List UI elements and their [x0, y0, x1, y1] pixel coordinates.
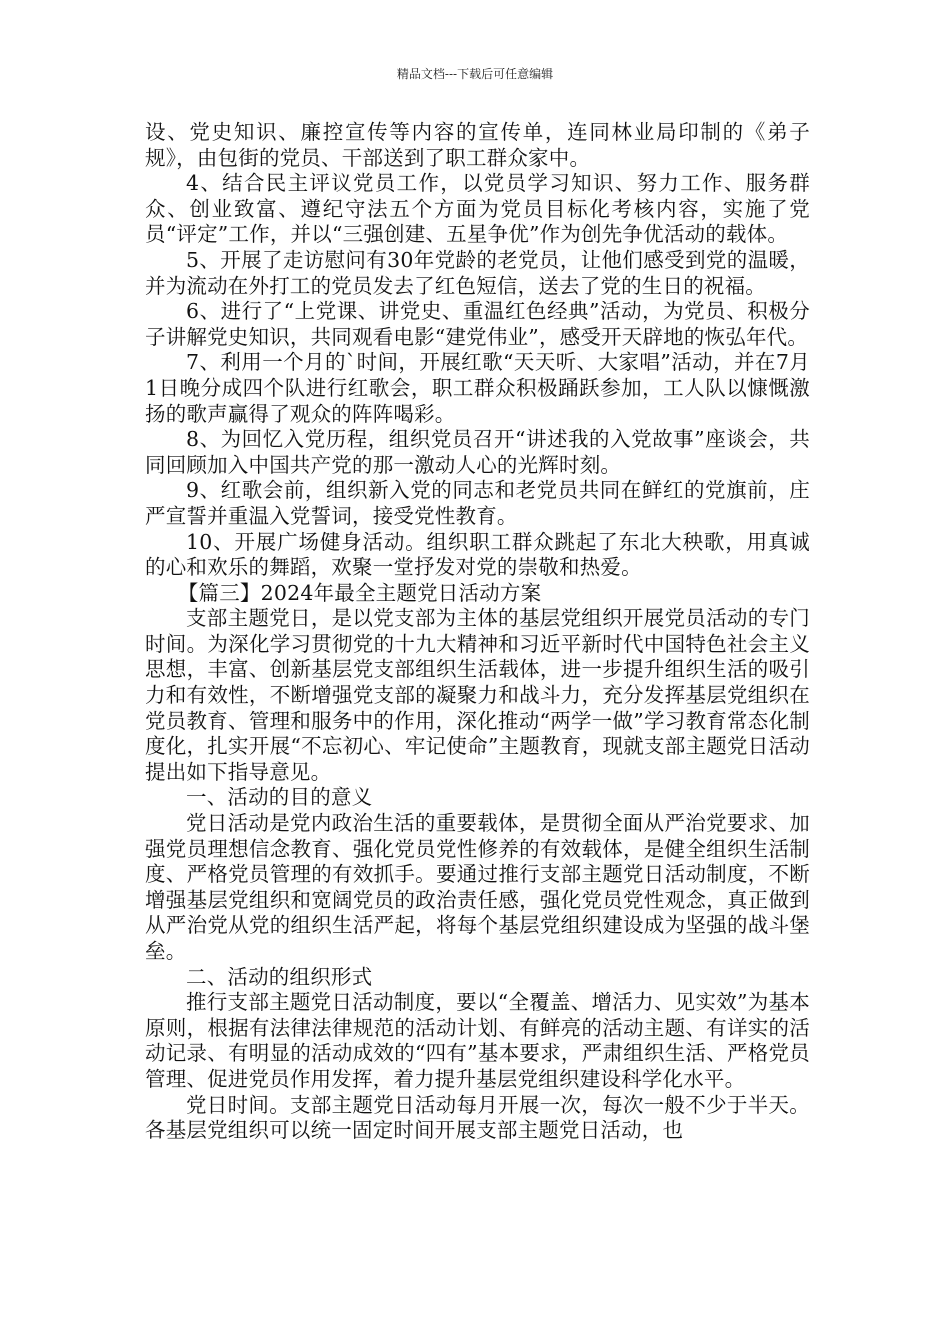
- paragraph: 推行支部主题党日活动制度，要以“全覆盖、增活力、见实效”为基本原则，根据有法律法律规范的活动计划、有鲜亮的活动主题、有详实的活动记录、有明显的活动成效的“四有”基本要求，严肃组织生活、严格党员管理、促进党员作用发挥，着力提升基层党组织建设科学化水平。: [145, 990, 810, 1091]
- paragraph: 5、开展了走访慰问有30年党龄的老党员，让他们感受到党的温暖，并为流动在外打工的党员发去了红色短信，送去了党的生日的祝福。: [145, 247, 810, 298]
- paragraph: 支部主题党日，是以党支部为主体的基层党组织开展党员活动的专门时间。为深化学习贯彻党的十九大精神和习近平新时代中国特色社会主义思想，丰富、创新基层党支部组织生活载体，进一步提升组织生活的吸引力和有效性，不断增强党支部的凝聚力和战斗力，充分发挥基层党组织在党员教育、管理和服务中的作用，深化推动“两学一做”学习教育常态化制度化，扎实开展“不忘初心、牢记使命”主题教育，现就支部主题党日活动提出如下指导意见。: [145, 606, 810, 784]
- section-heading: 【篇三】2024年最全主题党日活动方案: [177, 580, 542, 605]
- paragraph: 7、利用一个月的`时间，开展红歌“天天听、大家唱”活动，并在7月1日晚分成四个队进行红歌会，职工群众积极踊跃参加，工人队以慷慨激扬的歌声赢得了观众的阵阵喝彩。: [145, 350, 810, 426]
- subsection-heading: 一、活动的目的意义: [186, 785, 373, 810]
- paragraph: 10、开展广场健身活动。组织职工群众跳起了东北大秧歌，用真诚的心和欢乐的舞蹈，欢聚一堂抒发对党的崇敬和热爱。: [145, 529, 810, 580]
- paragraph: 党日时间。支部主题党日活动每月开展一次，每次一般不少于半天。各基层党组织可以统一固定时间开展支部主题党日活动，也: [145, 1092, 810, 1143]
- document-body: [145, 120, 810, 1144]
- subsection-heading: 二、活动的组织形式: [186, 964, 373, 989]
- paragraph: 党日活动是党内政治生活的重要载体，是贯彻全面从严治党要求、加强党员理想信念教育、强化党员党性修养的有效载体，是健全组织生活制度、严格党员管理的有效抓手。要通过推行支部主题党日活动制度，不断增强基层党组织和宽阔党员的政治责任感，强化党员党性观念，真正做到从严治党从党的组织生活严起，将每个基层党组织建设成为坚强的战斗堡垒。: [145, 811, 810, 963]
- paragraph: 9、红歌会前，组织新入党的同志和老党员共同在鲜红的党旗前，庄严宣誓并重温入党誓词，接受党性教育。: [145, 478, 810, 528]
- page-header: 精品文档---下载后可任意编辑: [396, 67, 554, 81]
- paragraph: 设、党史知识、廉控宣传等内容的宣传单，连同林业局印制的《弟子规》，由包街的党员、干部送到了职工群众家中。: [145, 120, 810, 170]
- paragraph: 8、为回忆入党历程，组织党员召开“讲述我的入党故事”座谈会，共同回顾加入中国共产党的那一激动人心的光辉时刻。: [145, 427, 810, 477]
- paragraph: 6、进行了“上党课、讲党史、重温红色经典”活动，为党员、积极分子讲解党史知识，共同观看电影“建党伟业”，感受开天辟地的恢弘年代。: [145, 299, 810, 349]
- paragraph: 4、结合民主评议党员工作，以党员学习知识、努力工作、服务群众、创业致富、遵纪守法五个方面为党员目标化考核内容，实施了党员“评定”工作，并以“三强创建、五星争优”作为创先争优活动的载体。: [145, 171, 810, 247]
